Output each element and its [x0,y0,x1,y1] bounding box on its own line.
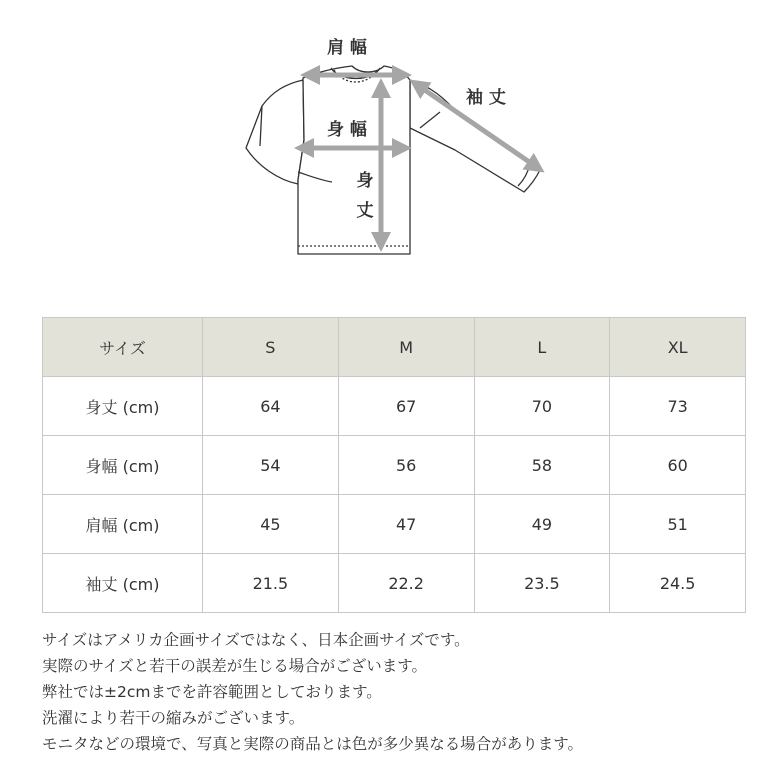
long-sleeve-shirt-diagram [0,0,782,300]
note-line: 洗濯により若干の縮みがございます。 [42,709,305,727]
table-row [43,554,746,613]
table-cell: 45 [203,495,339,554]
table-cell: 70 [474,377,610,436]
row-label: 身幅 (cm) [43,436,203,495]
table-cell: 24.5 [610,554,746,613]
table-row [43,436,746,495]
note-line: サイズはアメリカ企画サイズではなく、日本企画サイズです。 [42,631,470,649]
table-cell: 73 [610,377,746,436]
table-row [43,495,746,554]
header-xl: XL [610,318,746,377]
table-cell: 64 [203,377,339,436]
body-length-label: 身 丈 [356,171,374,221]
note-line: モニタなどの環境で、写真と実際の商品とは色が多少異なる場合があります。 [42,735,583,753]
note-line: 弊社では±2cmまでを許容範囲としております。 [42,683,382,701]
header-m: M [338,318,474,377]
header-size: サイズ [43,318,203,377]
size-table [42,317,746,613]
table-cell: 56 [338,436,474,495]
table-cell: 23.5 [474,554,610,613]
row-label: 袖丈 (cm) [43,554,203,613]
table-cell: 60 [610,436,746,495]
table-cell: 49 [474,495,610,554]
table-cell: 51 [610,495,746,554]
note-line: 実際のサイズと若干の誤差が生じる場合がございます。 [42,657,428,675]
size-notes [42,627,772,757]
row-label: 肩幅 (cm) [43,495,203,554]
size-diagram [0,0,782,300]
header-s: S [203,318,339,377]
size-table-header [43,318,746,377]
shoulder-width-label: 肩 幅 [327,38,367,58]
row-label: 身丈 (cm) [43,377,203,436]
sleeve-length-label: 袖 丈 [466,88,506,108]
table-cell: 54 [203,436,339,495]
table-cell: 21.5 [203,554,339,613]
table-cell: 22.2 [338,554,474,613]
header-l: L [474,318,610,377]
table-cell: 58 [474,436,610,495]
table-row [43,377,746,436]
table-cell: 47 [338,495,474,554]
table-cell: 67 [338,377,474,436]
body-width-label: 身 幅 [327,120,367,140]
